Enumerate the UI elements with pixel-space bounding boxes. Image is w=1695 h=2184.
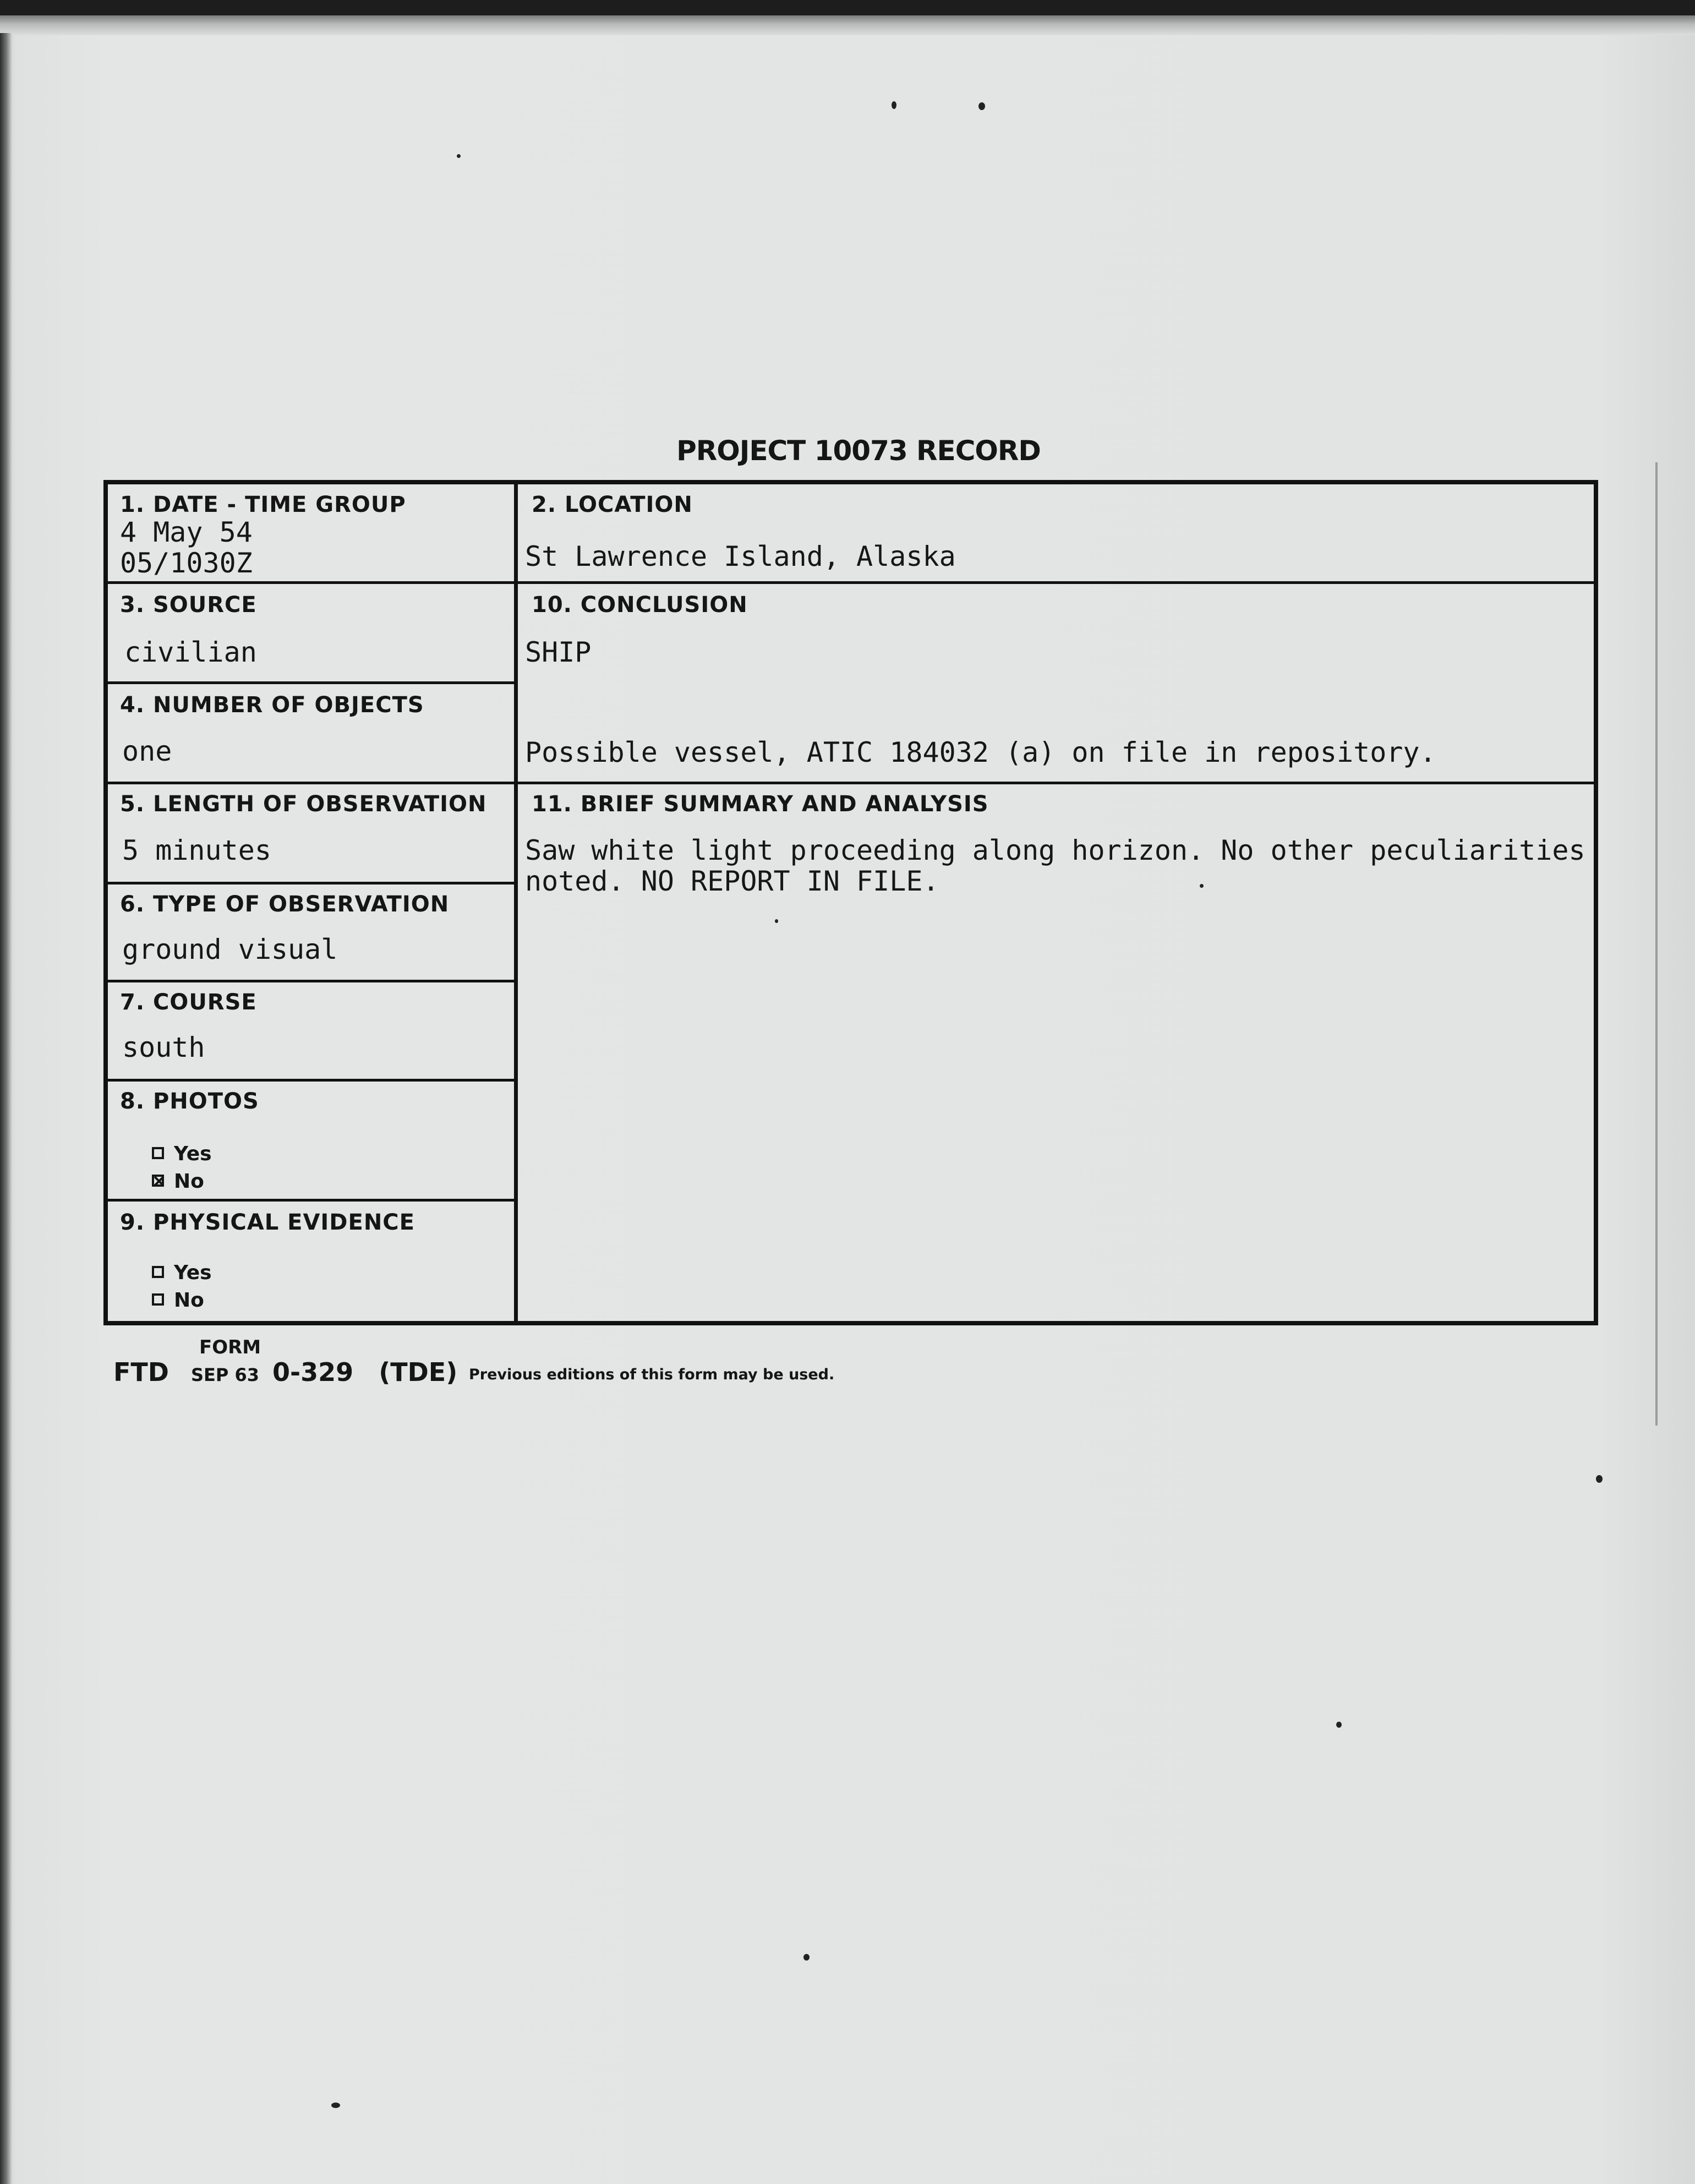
length-of-observation-label: 5. LENGTH OF OBSERVATION — [120, 791, 487, 817]
footer-form-word: FORM — [199, 1336, 261, 1358]
footer-form-number: 0-329 — [272, 1357, 354, 1387]
course-value: south — [122, 1031, 205, 1063]
checkbox-empty-icon — [152, 1266, 164, 1278]
physical-evidence-no-label: No — [174, 1289, 204, 1312]
footer-note: Previous editions of this form may be used. — [469, 1366, 835, 1383]
column-divider — [514, 484, 518, 1321]
scan-speck — [1596, 1475, 1603, 1483]
row-divider — [518, 782, 1594, 784]
number-of-objects-label: 4. NUMBER OF OBJECTS — [120, 692, 424, 718]
photos-label: 8. PHOTOS — [120, 1089, 259, 1114]
type-of-observation-label: 6. TYPE OF OBSERVATION — [120, 892, 450, 917]
row-divider — [108, 782, 514, 784]
row-divider — [108, 581, 514, 584]
number-of-objects-value: one — [122, 735, 172, 767]
physical-evidence-label: 9. PHYSICAL EVIDENCE — [120, 1210, 415, 1235]
footer-ftd: FTD — [113, 1357, 169, 1387]
source-label: 3. SOURCE — [120, 592, 257, 618]
row-divider — [108, 980, 514, 982]
row-divider — [108, 882, 514, 884]
photos-yes-option — [152, 1143, 212, 1165]
record-form — [103, 480, 1598, 1325]
row-divider — [108, 681, 514, 684]
course-label: 7. COURSE — [120, 990, 257, 1015]
time-group-value: 05/1030Z — [120, 547, 253, 579]
footer-form-id — [113, 1357, 457, 1387]
scan-speck — [331, 2103, 340, 2108]
photos-no-label: No — [174, 1170, 204, 1193]
footer-date: SEP 63 — [191, 1364, 260, 1385]
scan-speck — [978, 102, 985, 110]
conclusion-label: 10. CONCLUSION — [532, 592, 748, 618]
footer-tde: (TDE) — [379, 1357, 458, 1387]
summary-line-2: noted. NO REPORT IN FILE. — [525, 865, 939, 897]
scan-speck — [892, 101, 896, 109]
type-of-observation-value: ground visual — [122, 933, 338, 965]
summary-line-1: Saw white light proceeding along horizon. No other peculiarities — [525, 834, 1585, 866]
checkbox-checked-icon — [152, 1175, 164, 1187]
physical-evidence-yes-label: Yes — [174, 1262, 212, 1284]
scan-speck — [803, 1954, 810, 1961]
checkbox-empty-icon — [152, 1147, 164, 1159]
row-divider — [108, 1199, 514, 1202]
row-divider — [518, 581, 1594, 584]
date-value: 4 May 54 — [120, 516, 253, 548]
scan-speck — [457, 154, 461, 158]
scan-left-edge — [0, 33, 12, 2184]
scan-right-mark — [1655, 462, 1658, 1426]
location-label: 2. LOCATION — [532, 492, 693, 517]
length-of-observation-value: 5 minutes — [122, 834, 271, 866]
conclusion-note: Possible vessel, ATIC 184032 (a) on file in repository. — [525, 736, 1436, 768]
location-value: St Lawrence Island, Alaska — [525, 540, 956, 572]
date-time-group-label: 1. DATE - TIME GROUP — [120, 492, 406, 517]
source-value: civilian — [124, 636, 257, 668]
summary-label: 11. BRIEF SUMMARY AND ANALYSIS — [532, 791, 989, 817]
photos-no-option — [152, 1170, 204, 1193]
conclusion-value: SHIP — [525, 636, 592, 668]
scan-top-shadow — [0, 15, 1695, 35]
physical-evidence-no-option — [152, 1289, 204, 1312]
photos-yes-label: Yes — [174, 1143, 212, 1165]
row-divider — [108, 1079, 514, 1082]
checkbox-empty-icon — [152, 1293, 164, 1306]
page-title: PROJECT 10073 RECORD — [676, 435, 1041, 467]
physical-evidence-yes-option — [152, 1262, 212, 1284]
scan-speck — [1336, 1722, 1342, 1728]
scan-top-edge — [0, 0, 1695, 15]
